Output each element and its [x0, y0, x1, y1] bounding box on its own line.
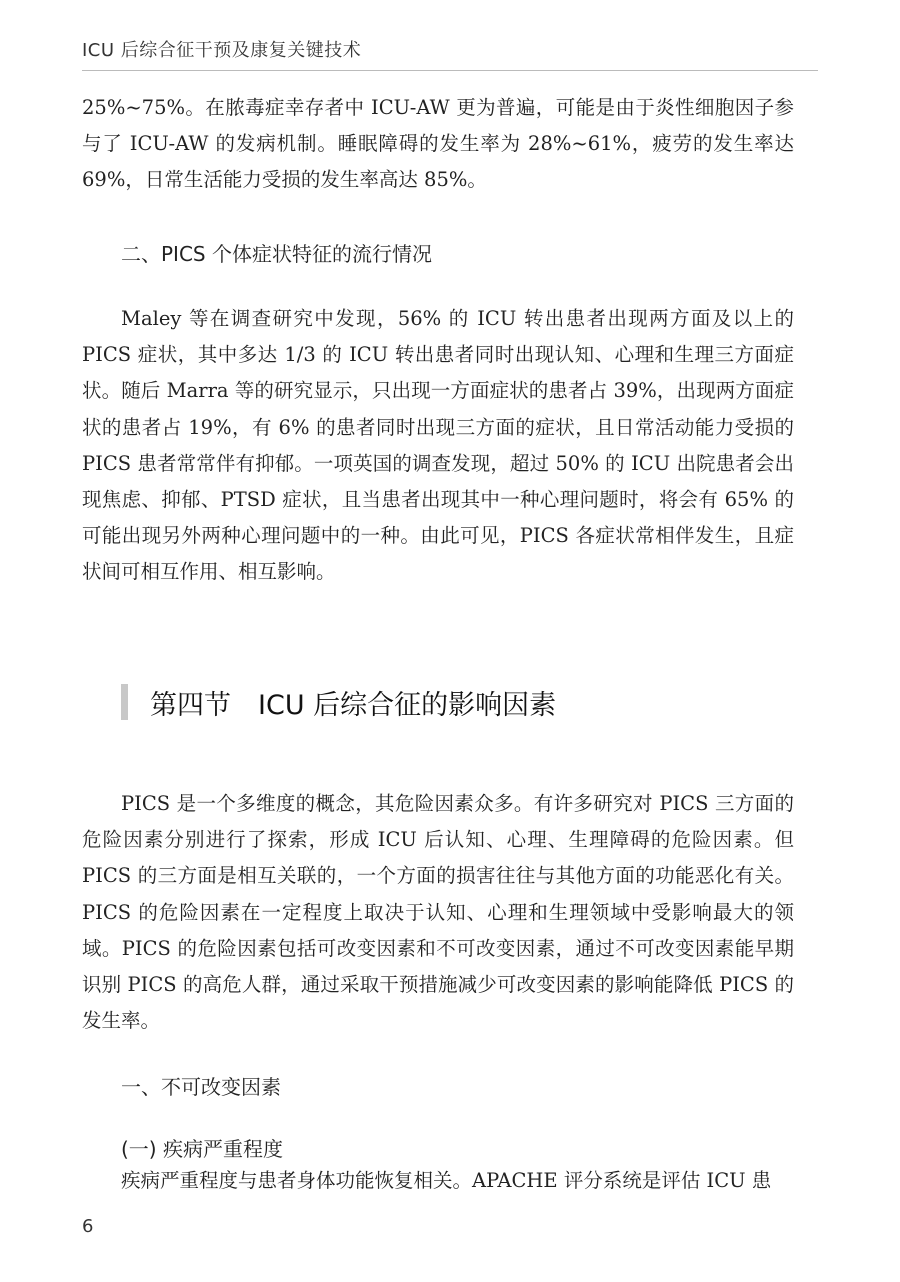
- paragraph-sleep-fatigue: 25%~75%。在脓毒症幸存者中 ICU-AW 更为普遍，可能是由于炎性细胞因子参与了 ICU-AW 的发病机制。睡眠障碍的发生率为 28%~61%，疲劳的发生率达 69%，日常生活能力受损的发生率高达 85%。: [82, 96, 794, 192]
- section-heading: [121, 682, 556, 722]
- section-title: 第四节 ICU 后综合征的影响因素: [150, 689, 557, 721]
- paragraph-prevalence: Maley 等在调查研究中发现，56% 的 ICU 转出患者出现两方面及以上的 PICS 症状，其中多达 1/3 的 ICU 转出患者同时出现认知、心理和生理三方面症状。随后 Marra 等的研究显示，只出现一方面症状的患者占 39%，出现两方面症状的患者占 19%，有 6% 的患者同时出现三方面的症状，且日常活动能力受损的 PICS 患者常常伴有抑郁。一项英国的调查发现，超过 50% 的 ICU 出院患者会出现焦虑、抑郁、PTSD 症状，且当患者出现其中一种心理问题时，将会有 65% 的可能出现另外两种心理问题中的一种。由此可见，PICS 各症状常相伴发生，且症状间可相互作用、相互影响。: [82, 307, 794, 584]
- running-header: ICU 后综合征干预及康复关键技术: [82, 40, 362, 61]
- section-marker-bar: [121, 684, 128, 720]
- subsection-heading-unmodifiable: 一、不可改变因素: [121, 1075, 281, 1099]
- paragraph-risk-factors: PICS 是一个多维度的概念，其危险因素众多。有许多研究对 PICS 三方面的危险因素分别进行了探索，形成 ICU 后认知、心理、生理障碍的危险因素。但 PICS 的三方面是相互关联的，一个方面的损害往往与其他方面的功能恶化有关。PICS 的危险因素在一定程度上取决于认知、心理和生理领域中受影响最大的领域。PICS 的危险因素包括可改变因素和不可改变因素，通过不可改变因素能早期识别 PICS 的高危人群，通过采取干预措施减少可改变因素的影响能降低 PICS 的发生率。: [82, 792, 794, 1033]
- header-divider: [82, 70, 818, 71]
- page-number: 6: [82, 1216, 94, 1237]
- paragraph-severity: 疾病严重程度与患者身体功能恢复相关。APACHE 评分系统是评估 ICU 患: [121, 1169, 772, 1192]
- subsubsection-heading-severity: (一) 疾病严重程度: [121, 1137, 283, 1161]
- subsection-heading-prevalence: 二、PICS 个体症状特征的流行情况: [121, 242, 432, 266]
